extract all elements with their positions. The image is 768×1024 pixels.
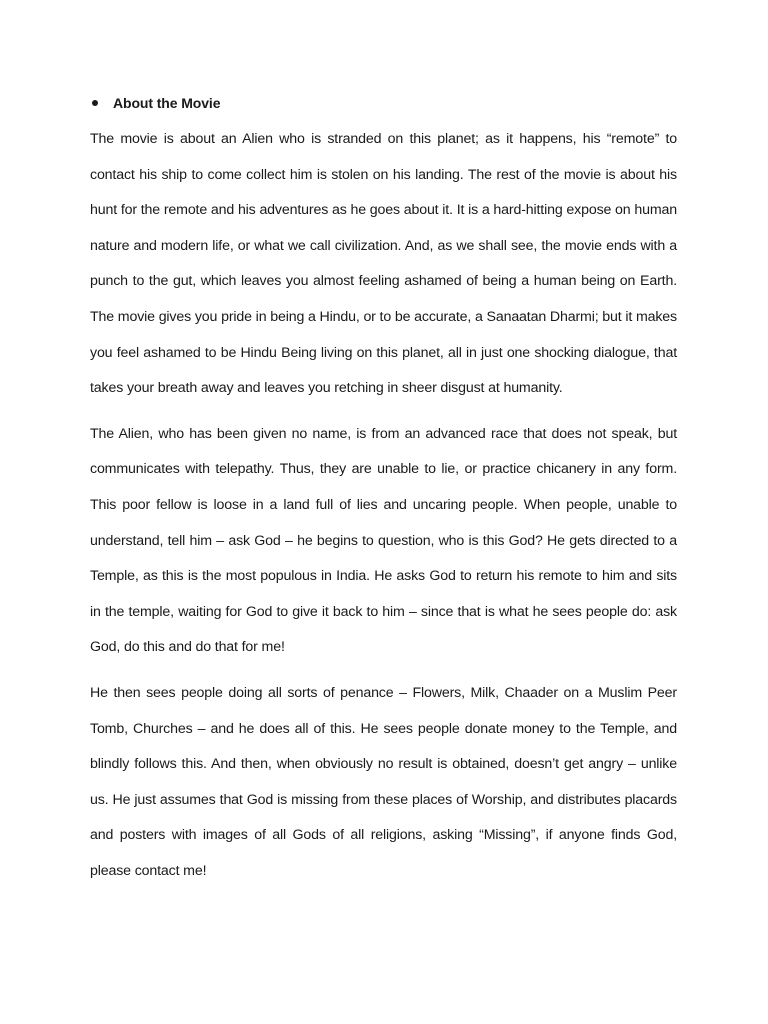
paragraph-2: The Alien, who has been given no name, is from an advanced race that does not speak, but communicates with telepathy. Thus, they are unable to lie, or practice chicanery in any form. This poor fellow is loose in a land full of lies and uncaring people. When people, unable to understand, tell him – ask God – he begins to question, who is this God? He gets directed to a Temple, as this is the most populous in India. He asks God to return his remote to him and sits in the temple, waiting for God to give it back to him – since that is what he sees people do: ask God, do this and do that for me! [90,425,677,656]
paragraph-1: The movie is about an Alien who is stranded on this planet; as it happens, his “remote” to contact his ship to come collect him is stolen on his landing. The rest of the movie is about his hunt for the remote and his adventures as he goes about it. It is a hard-hitting expose on human nature and modern life, or what we call civilization. And, as we shall see, the movie ends with a punch to the gut, which leaves you almost feeling ashamed of being a human being on Earth. The movie gives you pride in being a Hindu, or to be accurate, a Sanaatan Dharmi; but it makes you feel ashamed to be Hindu Being living on this planet, all in just one shocking dialogue, that takes your breath away and leaves you retching in sheer disgust at humanity. [90,131,677,397]
paragraph-3: He then sees people doing all sorts of penance – Flowers, Milk, Chaader on a Muslim Peer Tomb, Churches – and he does all of this. He sees people donate money to the Temple, and blindly follows this. And then, when obviously no result is obtained, doesn’t get angry – unlike us. He just assumes that God is missing from these places of Worship, and distributes placards and posters with images of all Gods of all religions, asking “Missing”, if anyone finds God, please contact me! [90,684,677,879]
bullet-icon [92,100,98,106]
document-body [90,88,677,899]
section-heading: About the Movie [113,95,221,111]
section-heading-row [90,88,677,118]
